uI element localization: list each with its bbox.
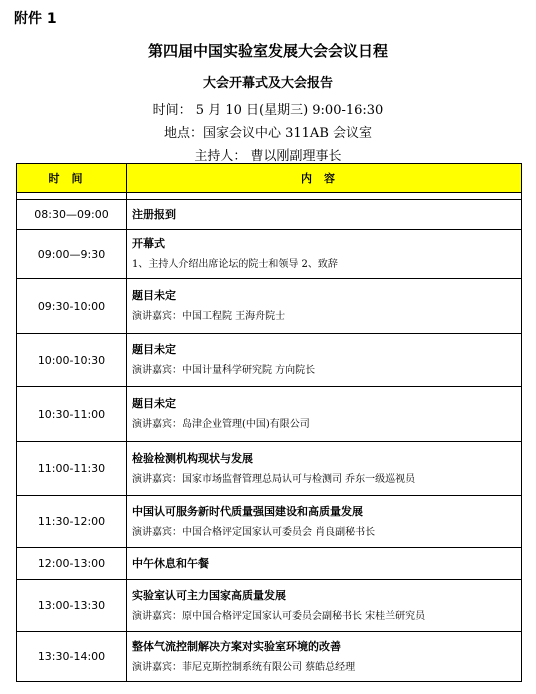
table-row bbox=[17, 442, 522, 496]
row-detail: 演讲嘉宾：岛津企业管理(中国)有限公司 bbox=[132, 419, 310, 430]
table-row bbox=[17, 632, 522, 682]
row-detail: 演讲嘉宾：中国合格评定国家认可委员会 肖良副秘书长 bbox=[132, 526, 376, 538]
row-detail: 演讲嘉宾：菲尼克斯控制系统有限公司 蔡皓总经理 bbox=[132, 661, 356, 673]
row-content bbox=[127, 279, 522, 334]
row-detail: 演讲嘉宾：中国计量科学研究院 方向院长 bbox=[132, 365, 316, 376]
row-detail: 演讲嘉宾：中国工程院 王海舟院士 bbox=[132, 311, 286, 322]
row-time: 09:30-10:00 bbox=[17, 279, 127, 334]
table-row bbox=[17, 548, 522, 580]
table-row bbox=[17, 334, 522, 387]
agenda-table bbox=[16, 163, 522, 682]
row-content bbox=[127, 442, 522, 496]
row-topic: 题目未定 bbox=[132, 397, 176, 410]
row-content bbox=[127, 548, 522, 580]
row-detail: 1、主持人介绍出席论坛的院士和领导 2、致辞 bbox=[132, 259, 338, 270]
document-subtitle: 大会开幕式及大会报告 bbox=[202, 76, 333, 91]
row-topic: 开幕式 bbox=[132, 237, 165, 250]
table-row bbox=[17, 580, 522, 632]
attachment-label: 附件 1 bbox=[14, 11, 57, 27]
row-content bbox=[127, 230, 522, 279]
row-content bbox=[127, 580, 522, 632]
row-content bbox=[127, 200, 522, 230]
row-topic: 检验检测机构现状与发展 bbox=[132, 451, 253, 465]
row-time: 11:30-12:00 bbox=[17, 496, 127, 548]
table-row bbox=[17, 279, 522, 334]
host-line: 主持人： 曹以刚副理事长 bbox=[194, 149, 342, 164]
row-content bbox=[127, 496, 522, 548]
spacer-row bbox=[17, 193, 522, 200]
row-time: 13:00-13:30 bbox=[17, 580, 127, 632]
table-row bbox=[17, 200, 522, 230]
table-row bbox=[17, 230, 522, 279]
row-time: 13:30-14:00 bbox=[17, 632, 127, 682]
header-time: 时间 bbox=[17, 164, 127, 193]
header-content: 内容 bbox=[127, 164, 522, 193]
row-topic: 中午休息和午餐 bbox=[132, 556, 209, 570]
row-time: 09:00—9:30 bbox=[17, 230, 127, 279]
location-line: 地点：国家会议中心 311AB 会议室 bbox=[163, 126, 373, 141]
row-topic: 实验室认可主力国家高质量发展 bbox=[132, 588, 286, 602]
row-time: 11:00-11:30 bbox=[17, 442, 127, 496]
time-line: 时间： 5 月 10 日(星期三) 9:00-16:30 bbox=[152, 103, 384, 118]
row-content bbox=[127, 632, 522, 682]
document-title: 第四届中国实验室发展大会会议日程 bbox=[147, 42, 388, 60]
row-detail: 演讲嘉宾：国家市场监督管理总局认可与检测司 乔东一级巡视员 bbox=[132, 473, 416, 485]
table-row bbox=[17, 496, 522, 548]
row-detail: 演讲嘉宾：原中国合格评定国家认可委员会副秘书长 宋桂兰研究员 bbox=[132, 610, 426, 622]
row-time: 10:00-10:30 bbox=[17, 334, 127, 387]
row-time: 10:30-11:00 bbox=[17, 387, 127, 442]
row-topic: 中国认可服务新时代质量强国建设和高质量发展 bbox=[132, 504, 363, 518]
row-topic: 题目未定 bbox=[132, 343, 176, 356]
row-content bbox=[127, 334, 522, 387]
row-time: 08:30—09:00 bbox=[17, 200, 127, 230]
row-time: 12:00-13:00 bbox=[17, 548, 127, 580]
row-topic: 注册报到 bbox=[132, 207, 176, 221]
row-topic: 题目未定 bbox=[132, 289, 176, 302]
table-row bbox=[17, 387, 522, 442]
table-header-row bbox=[17, 164, 522, 193]
row-topic: 整体气流控制解决方案对实验室环境的改善 bbox=[132, 639, 341, 653]
row-content bbox=[127, 387, 522, 442]
